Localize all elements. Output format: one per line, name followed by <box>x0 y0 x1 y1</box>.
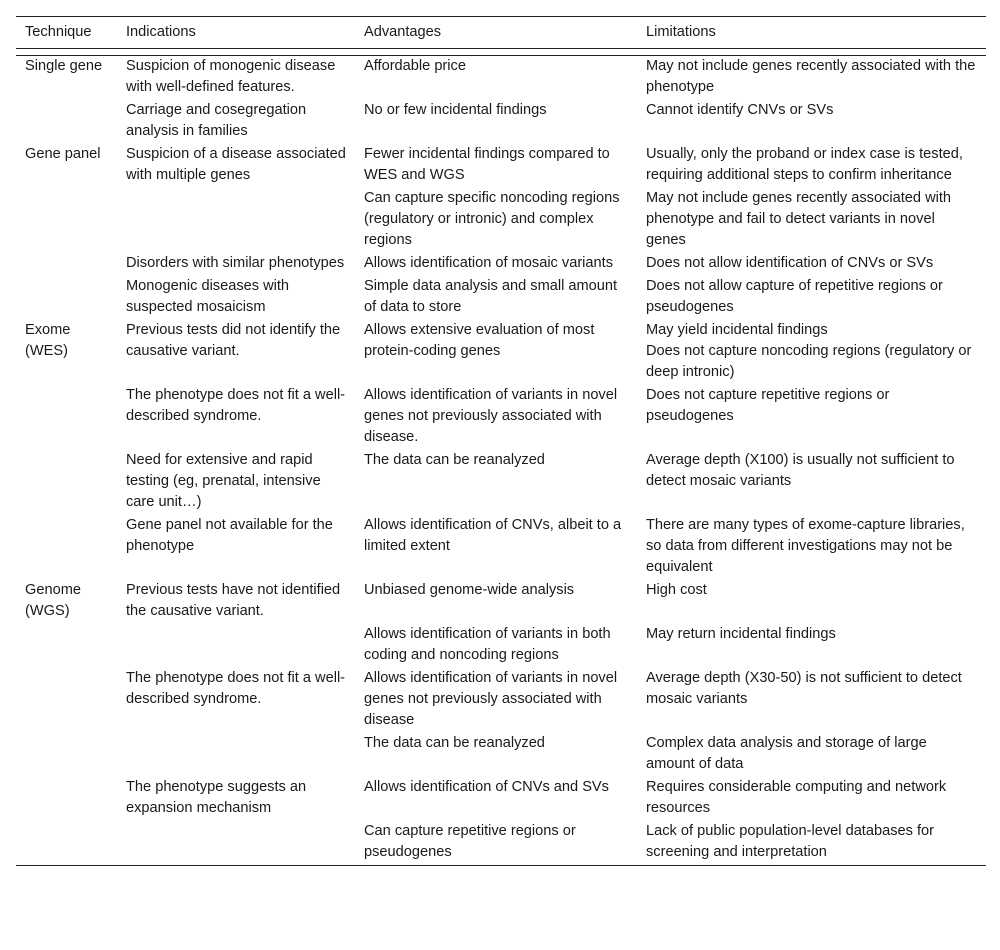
table-row <box>16 100 986 144</box>
limitation-text: Requires considerable computing and network resources <box>646 779 947 816</box>
limitation-cell <box>637 144 986 188</box>
limitation-text: Cannot identify CNVs or SVs <box>646 102 834 118</box>
advantage-cell: Can capture specific noncoding regions (regulatory or intronic) and complex regions <box>364 190 620 248</box>
advantage-cell: Allows identification of variants in novel genes not previously associated with disease. <box>364 387 618 445</box>
limitation-text: May yield incidental findings <box>646 322 828 338</box>
indication-cell: Previous tests did not identify the causative variant. <box>126 322 341 359</box>
indication-cell: Previous tests have not identified the causative variant. <box>126 582 341 619</box>
indication-cell <box>117 733 355 777</box>
limitation-text: Average depth (X100) is usually not sufficient to detect mosaic variants <box>646 452 955 489</box>
table-body <box>16 56 986 866</box>
advantage-cell: Affordable price <box>364 58 466 74</box>
indication-cell: Need for extensive and rapid testing (eg, prenatal, intensive care unit…) <box>126 452 321 510</box>
limitation-cell <box>637 188 986 253</box>
table-row <box>16 144 986 188</box>
limitation-cell <box>637 385 986 450</box>
limitation-text: Usually, only the proband or index case is tested, requiring additional steps to confirm inheritance <box>646 146 963 183</box>
table-row <box>16 450 986 515</box>
table-row <box>16 320 986 385</box>
table-row <box>16 515 986 580</box>
limitation-cell <box>637 253 986 276</box>
limitation-cell <box>637 580 986 624</box>
table-row <box>16 733 986 777</box>
limitation-text: Average depth (X30-50) is not sufficient to detect mosaic variants <box>646 670 962 707</box>
advantage-cell: The data can be reanalyzed <box>364 735 545 751</box>
limitation-text: Does not capture noncoding regions (regulatory or deep intronic) <box>646 343 972 380</box>
table-row <box>16 385 986 450</box>
indication-cell: The phenotype suggests an expansion mechanism <box>126 779 307 816</box>
limitation-text: May return incidental findings <box>646 626 836 642</box>
limitation-text: Does not capture repetitive regions or pseudogenes <box>646 387 890 424</box>
table-row <box>16 56 986 101</box>
technique-cell: Genome (WGS) <box>25 582 81 619</box>
advantage-cell: Fewer incidental findings compared to WES and WGS <box>364 146 610 183</box>
column-header-advantages: Advantages <box>364 24 442 40</box>
indication-cell <box>117 821 355 866</box>
technique-cell: Single gene <box>25 58 103 74</box>
limitation-text: Does not allow capture of repetitive regions or pseudogenes <box>646 278 943 315</box>
header-row <box>16 17 986 49</box>
advantage-cell: Unbiased genome-wide analysis <box>364 582 575 598</box>
table-row <box>16 624 986 668</box>
indication-cell: Suspicion of a disease associated with multiple genes <box>126 146 346 183</box>
table-row <box>16 668 986 733</box>
advantage-cell: Can capture repetitive regions or pseudogenes <box>364 823 576 860</box>
advantage-cell: Allows identification of mosaic variants <box>364 255 614 271</box>
limitation-cell <box>637 56 986 101</box>
limitation-text: There are many types of exome-capture libraries, so data from different investigations may not be equivalent <box>646 517 965 575</box>
table-row <box>16 253 986 276</box>
genetic-testing-comparison-table <box>16 16 986 866</box>
limitation-cell <box>637 821 986 866</box>
limitation-text: Complex data analysis and storage of large amount of data <box>646 735 927 772</box>
limitation-text: May not include genes recently associated with phenotype and fail to detect variants in novel genes <box>646 190 952 248</box>
genetic-testing-table-container <box>16 16 986 866</box>
technique-cell: Gene panel <box>25 146 101 162</box>
limitation-text: Lack of public population-level databases for screening and interpretation <box>646 823 935 860</box>
limitation-text: Does not allow identification of CNVs or SVs <box>646 255 934 271</box>
limitation-cell <box>637 100 986 144</box>
indication-cell: Suspicion of monogenic disease with well-defined features. <box>126 58 336 95</box>
column-header-limitations: Limitations <box>646 24 716 40</box>
table-header <box>16 17 986 56</box>
limitation-text: High cost <box>646 582 707 598</box>
indication-cell: Disorders with similar phenotypes <box>126 255 345 271</box>
limitation-cell <box>637 624 986 668</box>
advantage-cell: Allows identification of variants in both coding and noncoding regions <box>364 626 611 663</box>
table-row <box>16 188 986 253</box>
advantage-cell: Simple data analysis and small amount of data to store <box>364 278 618 315</box>
limitation-cell <box>637 515 986 580</box>
limitation-cell <box>637 668 986 733</box>
advantage-cell: Allows identification of CNVs and SVs <box>364 779 609 795</box>
indication-cell <box>117 188 355 253</box>
column-header-technique: Technique <box>25 24 92 40</box>
advantage-cell: Allows extensive evaluation of most protein-coding genes <box>364 322 595 359</box>
advantage-cell: Allows identification of CNVs, albeit to a limited extent <box>364 517 622 554</box>
indication-cell: Gene panel not available for the phenotype <box>126 517 333 554</box>
limitation-cell <box>637 777 986 821</box>
advantage-cell: The data can be reanalyzed <box>364 452 545 468</box>
indication-cell: Carriage and cosegregation analysis in families <box>126 102 307 139</box>
indication-cell: The phenotype does not fit a well-described syndrome. <box>126 670 346 707</box>
limitation-text: May not include genes recently associated with the phenotype <box>646 58 976 95</box>
indication-cell: Monogenic diseases with suspected mosaicism <box>126 278 290 315</box>
technique-cell: Exome (WES) <box>25 322 71 359</box>
table-row <box>16 276 986 320</box>
limitation-cell <box>637 450 986 515</box>
advantage-cell: No or few incidental findings <box>364 102 547 118</box>
limitation-cell <box>637 276 986 320</box>
limitation-cell <box>637 733 986 777</box>
advantage-cell: Allows identification of variants in novel genes not previously associated with disease <box>364 670 618 728</box>
limitation-cell <box>637 320 986 385</box>
column-header-indications: Indications <box>126 24 196 40</box>
indication-cell <box>117 624 355 668</box>
table-row <box>16 580 986 624</box>
table-row <box>16 777 986 821</box>
table-row <box>16 821 986 866</box>
indication-cell: The phenotype does not fit a well-described syndrome. <box>126 387 346 424</box>
